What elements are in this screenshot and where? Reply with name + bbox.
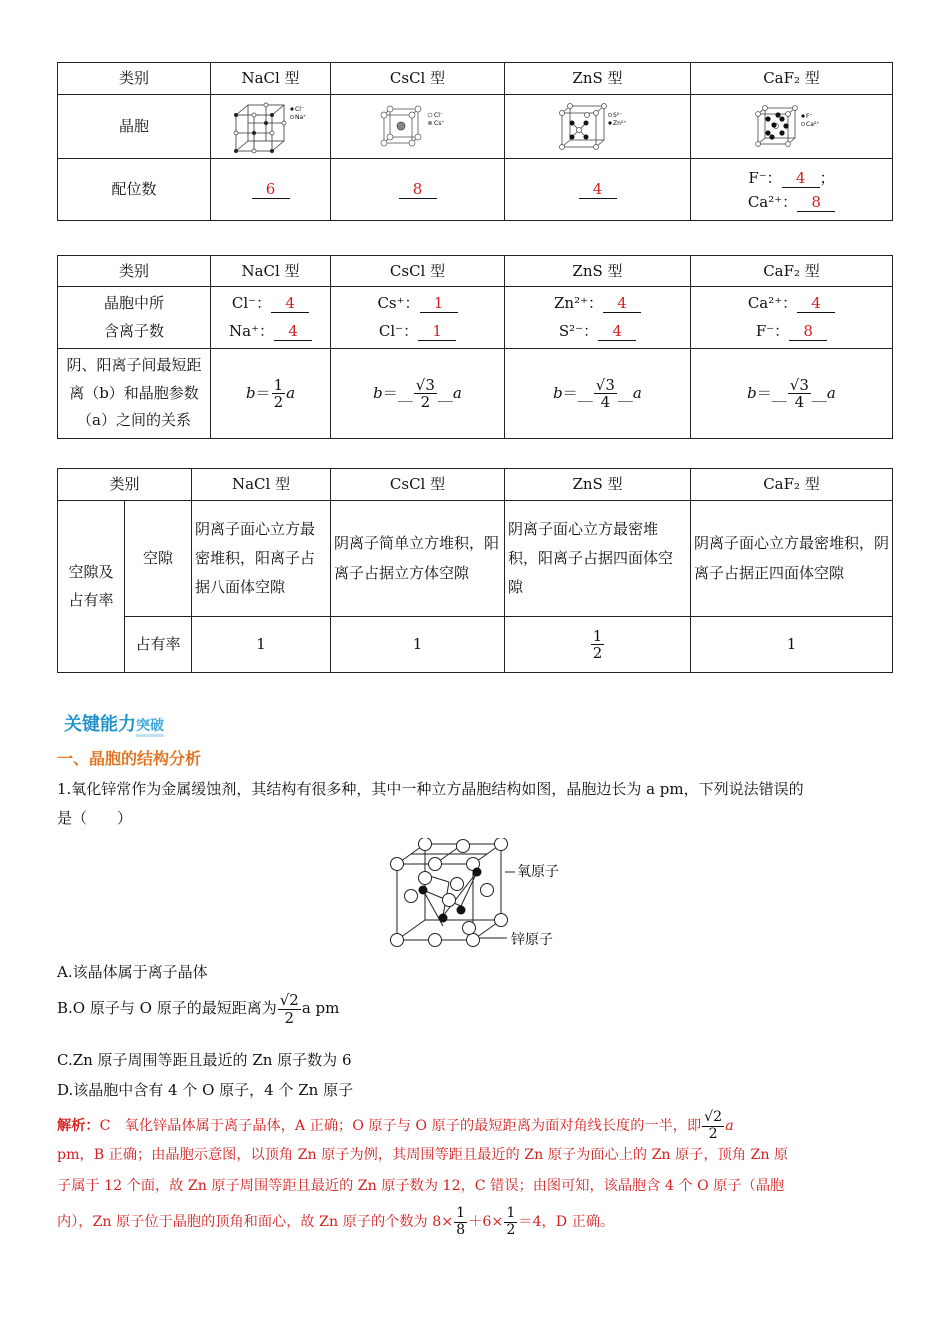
type-caf2: CaF₂ 型 [691,63,893,95]
row-label-ions-b: 含离子数 [103,321,164,340]
row-label-cell: 晶胞 [58,95,211,159]
occ-zns: $\frac{1}{2}$ [505,617,691,673]
type-zns: ZnS 型 [505,256,691,287]
void-caf2: 阴离子面心立方最密堆积，阴离子占据正四面体空隙 [691,501,893,617]
col-header: 类别 [58,469,192,501]
table-cell-types [57,62,893,221]
option-a: A.该晶体属于离子晶体 [57,963,208,981]
zns-legend-1: S²⁻ [612,111,622,119]
table-ion-counts [57,255,893,439]
option-b: B.O 原子与 O 原子的最短距离为 $\frac{√2}{2}$ a pm [57,991,340,1027]
ions-nacl-1: Cl⁻： 4 [214,290,327,318]
rel-cscl: b＝__ $\frac{√3}{2}$ __a [331,349,505,439]
nacl-cell-image [211,95,331,159]
type-cscl: CsCl 型 [331,469,505,501]
occ-label: 占有率 [125,617,192,673]
coord-nacl: 6 [252,180,290,199]
type-nacl: NaCl 型 [211,63,331,95]
caf2-legend-2: Ca²⁺ [805,120,819,128]
col-header: 类别 [58,63,211,95]
occ-nacl: 1 [192,617,331,673]
option-c: C.Zn 原子周围等距且最近的 Zn 原子数为 6 [57,1051,352,1069]
coord-caf2-f: F⁻： 4 ； [748,168,835,187]
cscl-legend-1: Cl⁻ [433,111,443,119]
row-label-ions-a: 晶胞中所 [103,293,164,312]
section-title: 关键能力突破 [64,714,164,735]
explanation-line-4: 内），Zn 原子位于晶胞的顶角和面心，故 Zn 原子的个数为 8× $\frac{1}{8}$ ＋6× $\frac{1}{2}$ ＝4，D 正确。 [57,1205,615,1238]
row-label-rel-a: 阴、阳离子间最短距 [66,355,202,374]
group-label-a: 空隙及 [68,562,114,581]
ions-caf2-1: Ca²⁺： 4 [694,290,889,318]
table-voids [57,468,893,673]
zno-cell-figure [385,838,575,950]
type-zns: ZnS 型 [505,469,691,501]
row-label-rel-c: （a）之间的关系 [77,411,191,430]
nacl-legend-1: Cl⁻ [294,105,304,113]
type-cscl: CsCl 型 [331,63,505,95]
cscl-cell-image [331,95,505,159]
coord-cscl: 8 [399,180,437,199]
nacl-legend-2: Na⁺ [294,113,306,121]
occ-caf2: 1 [691,617,893,673]
zns-legend-2: Zn²⁺ [612,119,626,127]
explanation-line-1: 解析：C 氧化锌晶体属于离子晶体，A 正确；O 原子与 O 原子的最短距离为面对角线长度的一半，即 $\frac{√2}{2}$ a [57,1109,734,1142]
fig-label-zinc: 锌原子 [511,932,553,948]
fig-label-oxygen: 氧原子 [517,864,559,880]
ions-nacl-2: Na⁺： 4 [214,318,327,346]
row-label-rel-b: 离（b）和晶胞参数 [69,383,199,402]
row-label-coord: 配位数 [58,159,211,221]
caf2-legend-1: F⁻ [805,112,813,120]
type-cscl: CsCl 型 [331,256,505,287]
ions-caf2-2: F⁻： 8 [694,318,889,346]
void-cscl: 阴离子简单立方堆积，阳离子占据立方体空隙 [331,501,505,617]
ions-cscl-2: Cl⁻： 1 [334,318,501,346]
rel-caf2: b＝__ $\frac{√3}{4}$ __a [691,349,893,439]
ions-cscl-1: Cs⁺： 1 [334,290,501,318]
type-nacl: NaCl 型 [192,469,331,501]
explanation-line-2: pm，B 正确；由晶胞示意图，以顶角 Zn 原子为例，其周围等距且最近的 Zn 原子为面心上的 Zn 原子，顶角 Zn 原 [57,1147,789,1164]
rel-zns: b＝__ $\frac{√3}{4}$ __a [505,349,691,439]
void-nacl: 阴离子面心立方最密堆积，阳离子占据八面体空隙 [192,501,331,617]
cscl-legend-2: Cs⁺ [433,119,444,127]
coord-zns: 4 [579,180,617,199]
section-subtitle: 一、晶胞的结构分析 [57,749,202,768]
void-zns: 阴离子面心立方最密堆积，阳离子占据四面体空隙 [505,501,691,617]
ions-zns-1: Zn²⁺： 4 [508,290,687,318]
option-d: D.该晶胞中含有 4 个 O 原子，4 个 Zn 原子 [57,1081,354,1099]
explanation-line-3: 子属于 12 个面，故 Zn 原子周围等距且最近的 Zn 原子数为 12，C 错误；由图可知，该晶胞含 4 个 O 原子（晶胞 [57,1178,785,1195]
question-stem: 1.氧化锌常作为金属缓蚀剂，其结构有很多种，其中一种立方晶胞结构如图，晶胞边长为 a pm，下列说法错误的 是（ ） [57,780,804,827]
type-caf2: CaF₂ 型 [691,469,893,501]
ions-zns-2: S²⁻： 4 [508,318,687,346]
col-header: 类别 [58,256,211,287]
group-label-b: 占有率 [68,590,114,609]
void-label: 空隙 [125,501,192,617]
explanation [57,1110,897,1238]
zns-cell-image [505,95,691,159]
type-nacl: NaCl 型 [211,256,331,287]
coord-caf2-ca: Ca²⁺： 8 [694,190,889,214]
caf2-cell-image [691,95,893,159]
occ-cscl: 1 [331,617,505,673]
type-caf2: CaF₂ 型 [691,256,893,287]
rel-nacl: b＝ $\frac{1}{2}$ a [211,349,331,439]
type-zns: ZnS 型 [505,63,691,95]
